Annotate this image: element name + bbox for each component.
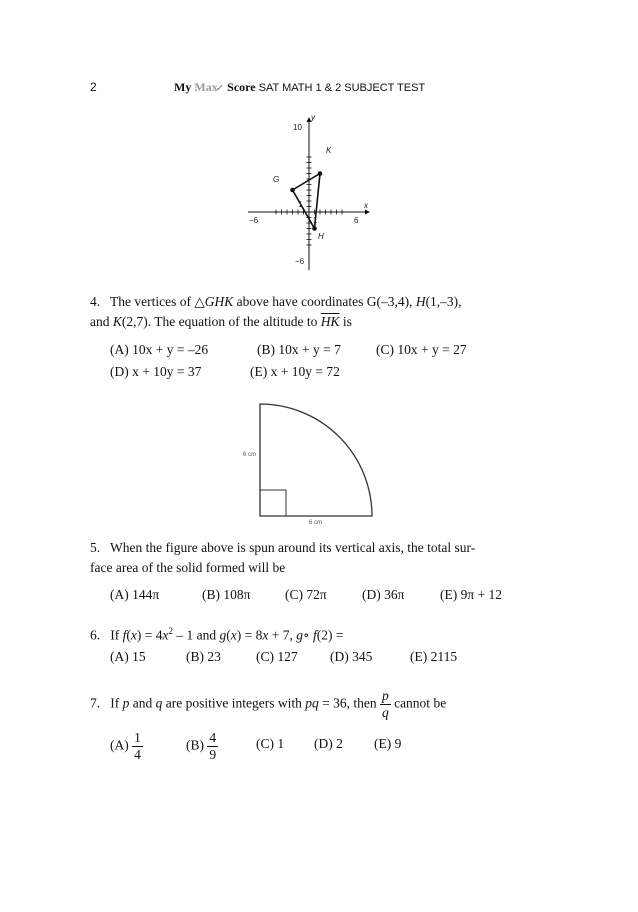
q7-text: q: [155, 695, 163, 711]
question-7: [90, 688, 570, 721]
fraction-denominator: q: [381, 705, 389, 720]
point-k-label: K: [326, 146, 332, 155]
q7-choice-a[interactable]: [110, 730, 143, 763]
q7-text: = 36, then: [318, 695, 380, 711]
logo-my: My: [174, 80, 192, 94]
q4-text: (1,–3),: [425, 294, 462, 309]
horizontal-dimension-label: 6 cm: [309, 520, 323, 526]
q7-text: are positive integers with: [162, 695, 306, 711]
page-header: [174, 80, 425, 95]
q6-choice-d[interactable]: (D) 345: [330, 649, 373, 664]
coordinate-graph: [240, 108, 390, 278]
question-4-line-2: [90, 312, 570, 332]
q6-text: x: [130, 627, 137, 643]
q4-choice-b[interactable]: (B) 10x + y = 7: [257, 342, 341, 357]
tick-label-y-10: 10: [293, 123, 302, 132]
q5-choice-b[interactable]: (B) 108π: [202, 587, 251, 602]
question-6-choices: [110, 649, 570, 669]
q6-choice-c[interactable]: (C) 127: [256, 649, 298, 664]
q6-text: f: [312, 627, 317, 643]
question-4-choices: [110, 342, 570, 382]
q6-text: g: [219, 627, 227, 643]
tick-label-y-1: 1: [298, 200, 303, 209]
page-number: 2: [90, 80, 97, 94]
quarter-circle-shape: [260, 404, 372, 516]
q7-choice-d[interactable]: (D) 2: [314, 736, 343, 751]
question-5-choices: [110, 587, 570, 607]
vertical-dimension-label: 6 cm: [243, 452, 257, 458]
question-6-number: 6.: [90, 627, 101, 643]
point-g-marker: [290, 188, 295, 193]
x-axis-arrow-icon: [365, 210, 370, 215]
q6-text: x: [262, 627, 269, 643]
y-axis-label: y: [311, 113, 315, 122]
q6-choice-a[interactable]: (A) 15: [110, 649, 146, 664]
fraction-numerator: 1: [134, 730, 141, 745]
tick-label-x-1: 1: [313, 216, 318, 225]
question-7-number: 7.: [90, 695, 101, 711]
question-5-number: 5.: [90, 540, 101, 555]
q6-exponent: 2: [168, 626, 173, 636]
point-h-label: H: [318, 232, 324, 241]
fraction-denominator: 9: [209, 747, 217, 762]
q7-choice-b-label: (B): [186, 737, 204, 753]
q6-text: f: [122, 627, 127, 643]
tick-label-x-6: 6: [354, 216, 359, 225]
fraction-numerator: 4: [209, 730, 217, 745]
q6-text: (: [226, 627, 231, 643]
q7-text: p: [122, 695, 130, 711]
q6-text: (: [126, 627, 131, 643]
q4-choice-d[interactable]: (D) x + 10y = 37: [110, 364, 202, 379]
question-5-line-2: face area of the solid formed will be: [90, 560, 286, 575]
q5-choice-e[interactable]: (E) 9π + 12: [440, 587, 503, 602]
logo-check-icon: ✓: [215, 83, 225, 94]
q5-choice-d[interactable]: (D) 36π: [362, 587, 405, 602]
q4-choice-c[interactable]: (C) 10x + y = 27: [376, 342, 467, 357]
right-angle-marker: [260, 490, 286, 516]
q5-choice-a[interactable]: (A) 144π: [110, 587, 160, 602]
question-4: [90, 292, 570, 332]
x-axis-label: x: [364, 201, 368, 210]
segment-hk: $\overline{HK}$: [320, 314, 340, 329]
tick-label-x-neg6: −6: [249, 216, 259, 225]
q6-text: g: [296, 627, 303, 643]
q7-text: and: [129, 695, 156, 711]
q7-text: If: [110, 695, 123, 711]
q7-choice-b[interactable]: [186, 730, 218, 763]
fraction-p-over-q: [380, 688, 391, 721]
q7-choice-a-label: (A): [110, 737, 129, 753]
logo-score: Score: [227, 80, 256, 94]
fraction-denominator: 4: [134, 747, 141, 762]
q5-choice-c[interactable]: (C) 72π: [285, 587, 327, 602]
q6-text: If: [110, 627, 123, 643]
logo-max: Max: [194, 80, 218, 94]
q6-text: x: [162, 627, 169, 643]
q6-compose-symbol: ∘: [302, 627, 310, 643]
q6-text: x: [230, 627, 237, 643]
q6-text: + 7,: [268, 627, 297, 643]
question-4-line-1: [90, 292, 570, 312]
question-7-choices: [110, 722, 570, 762]
q6-text: ) = 8: [236, 627, 263, 643]
quarter-circle-figure: [235, 398, 385, 526]
q6-choice-b[interactable]: (B) 23: [186, 649, 221, 664]
point-k-marker: [318, 171, 323, 176]
q7-choice-e[interactable]: (E) 9: [374, 736, 402, 751]
question-5-line-1: [90, 538, 580, 558]
q6-text: – 1 and: [173, 627, 220, 643]
point-h-marker: [312, 226, 317, 231]
fraction-four-ninths: [207, 730, 218, 763]
q4-text: (2,7). The equation of the altitude to: [121, 314, 321, 329]
question-6: [90, 621, 570, 646]
q4-text: The vertices of △: [110, 294, 205, 309]
q4-text: GHK: [204, 294, 234, 309]
q4-choice-a[interactable]: (A) 10x + y = –26: [110, 342, 209, 357]
q4-text: and: [90, 314, 113, 329]
q6-choice-e[interactable]: (E) 2115: [410, 649, 458, 664]
q7-text: pq: [305, 695, 319, 711]
fraction-one-quarter: [132, 730, 143, 763]
q4-text: H: [415, 294, 426, 309]
q4-text: is: [339, 314, 352, 329]
q4-choice-e[interactable]: (E) x + 10y = 72: [250, 364, 340, 379]
q4-text: above have coordinates G(–3,4),: [233, 294, 416, 309]
q6-text: ) = 4: [136, 627, 163, 643]
question-4-number: 4.: [90, 294, 101, 309]
tick-label-y-neg6: −6: [295, 257, 305, 266]
point-g-label: G: [273, 175, 280, 184]
fraction-numerator: p: [381, 688, 389, 703]
q7-text: cannot be: [394, 695, 447, 711]
q6-text: (2) =: [316, 627, 344, 643]
header-subtitle: SAT MATH 1 & 2 SUBJECT TEST: [258, 82, 426, 94]
q5-text: When the figure above is spun around its vertical axis, the total sur-: [110, 540, 476, 555]
q4-text: K: [112, 314, 122, 329]
question-5: [90, 538, 580, 578]
q7-choice-c[interactable]: (C) 1: [256, 736, 285, 751]
